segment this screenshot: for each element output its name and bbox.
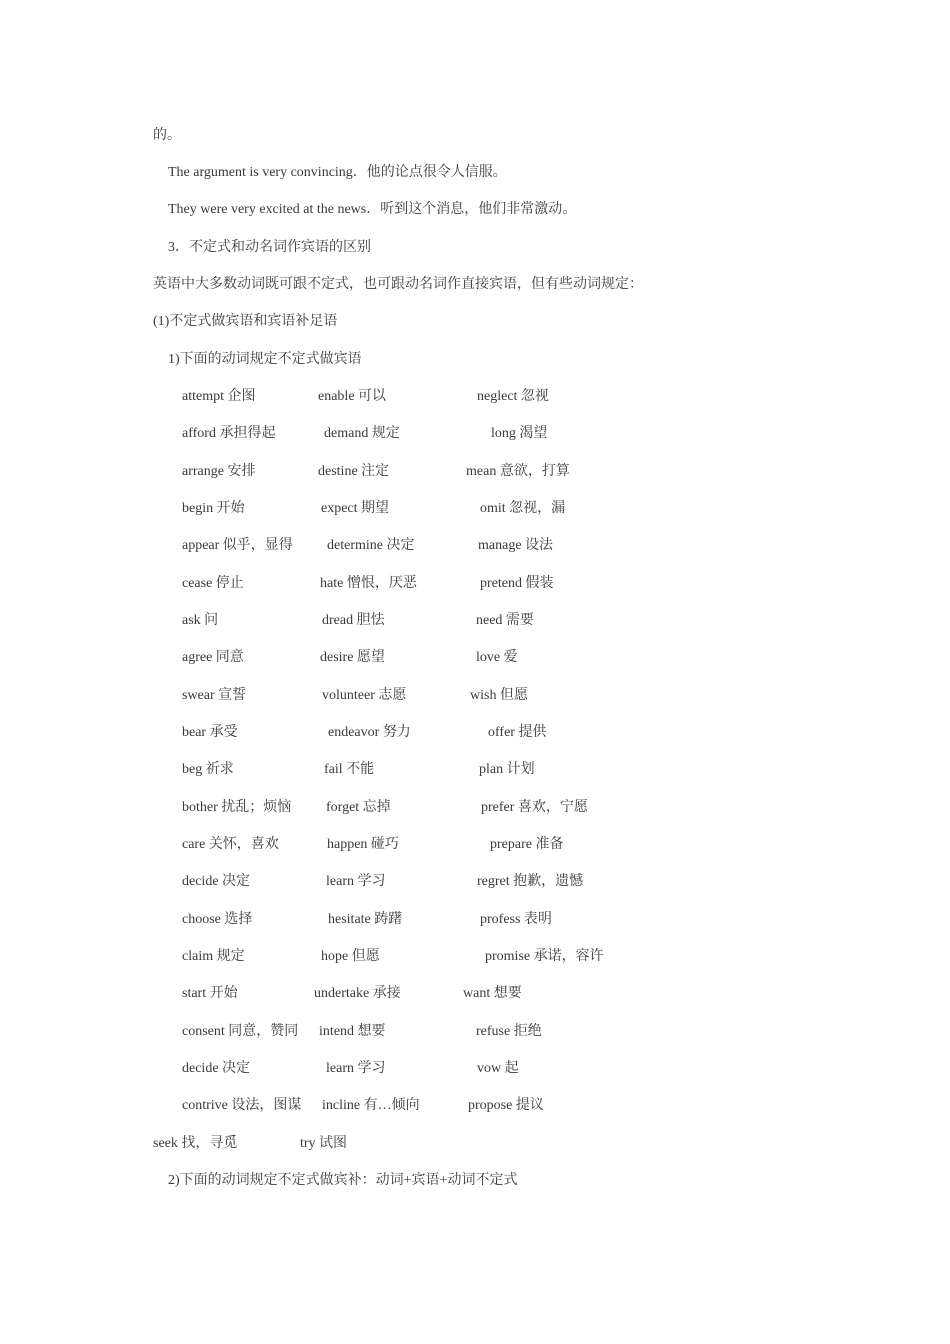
verb-entry: learn 学习 — [326, 1061, 386, 1076]
section-heading: 3．不定式和动名词作宾语的区别 — [168, 240, 371, 255]
verb-entry: hesitate 踌躇 — [328, 912, 403, 927]
verb-entry: expect 期望 — [321, 501, 390, 516]
verb-entry: happen 碰巧 — [327, 837, 399, 852]
verb-entry: plan 计划 — [479, 762, 535, 777]
verb-entry: wish 但愿 — [470, 688, 528, 703]
verb-entry: bother 扰乱；烦恼 — [182, 800, 292, 815]
verb-entry: propose 提议 — [468, 1098, 544, 1113]
verb-row — [0, 1135, 950, 1153]
verb-entry: fail 不能 — [324, 762, 375, 777]
verb-entry: hope 但愿 — [321, 949, 380, 964]
verb-entry: prepare 准备 — [490, 837, 564, 852]
verb-entry: long 渴望 — [491, 426, 548, 441]
verb-row — [0, 649, 950, 667]
verb-row — [0, 761, 950, 779]
verb-entry: prefer 喜欢，宁愿 — [481, 800, 588, 815]
verb-entry: consent 同意，赞同 — [182, 1024, 299, 1039]
verb-entry: agree 同意 — [182, 650, 244, 665]
verb-entry: desire 愿望 — [320, 650, 385, 665]
verb-row — [0, 1097, 950, 1115]
verb-entry: start 开始 — [182, 986, 238, 1001]
verb-entry: refuse 拒绝 — [476, 1024, 542, 1039]
verb-entry: volunteer 志愿 — [322, 688, 407, 703]
verb-row — [0, 1060, 950, 1078]
verb-entry: dread 胆怯 — [322, 613, 385, 628]
verb-entry: intend 想要 — [319, 1024, 386, 1039]
verb-entry: offer 提供 — [488, 725, 547, 740]
example-sentence: They were very excited at the news．听到这个消息，他们非常激动。 — [168, 202, 577, 217]
verb-entry: hate 憎恨，厌恶 — [320, 576, 417, 591]
verb-row — [0, 500, 950, 518]
verb-entry: swear 宣誓 — [182, 688, 247, 703]
verb-entry: destine 注定 — [318, 464, 390, 479]
verb-entry: want 想要 — [463, 986, 522, 1001]
verb-entry: demand 规定 — [324, 426, 400, 441]
verb-entry: care 关怀，喜欢 — [182, 837, 279, 852]
verb-entry: bear 承受 — [182, 725, 238, 740]
list-heading: 1)下面的动词规定不定式做宾语 — [168, 352, 362, 367]
verb-row — [0, 463, 950, 481]
verb-entry: arrange 安排 — [182, 464, 256, 479]
example-sentence: The argument is very convincing．他的论点很令人信服。 — [168, 165, 507, 180]
verb-row — [0, 873, 950, 891]
verb-entry: profess 表明 — [480, 912, 552, 927]
verb-row — [0, 612, 950, 630]
verb-row — [0, 575, 950, 593]
verb-entry: contrive 设法，图谋 — [182, 1098, 302, 1113]
verb-entry: ask 问 — [182, 613, 219, 628]
verb-entry: pretend 假装 — [480, 576, 554, 591]
verb-entry: regret 抱歉，遗憾 — [477, 874, 584, 889]
verb-entry: promise 承诺，容许 — [485, 949, 604, 964]
verb-row — [0, 911, 950, 929]
verb-entry: attempt 企图 — [182, 389, 256, 404]
verb-entry: omit 忽视，漏 — [480, 501, 566, 516]
verb-row — [0, 724, 950, 742]
verb-entry: manage 设法 — [478, 538, 554, 553]
subsection-heading: (1)不定式做宾语和宾语补足语 — [153, 314, 338, 329]
verb-entry: begin 开始 — [182, 501, 245, 516]
verb-entry: claim 规定 — [182, 949, 245, 964]
verb-entry: seek 找，寻觅 — [153, 1136, 238, 1151]
verb-entry: beg 祈求 — [182, 762, 234, 777]
verb-entry: decide 决定 — [182, 1061, 251, 1076]
verb-row — [0, 687, 950, 705]
verb-entry: incline 有…倾向 — [322, 1098, 420, 1113]
verb-row — [0, 1023, 950, 1041]
verb-entry: mean 意欲，打算 — [466, 464, 570, 479]
verb-entry: determine 决定 — [327, 538, 415, 553]
verb-entry: appear 似乎，显得 — [182, 538, 293, 553]
verb-entry: try 试图 — [300, 1136, 348, 1151]
verb-row — [0, 948, 950, 966]
verb-entry: need 需要 — [476, 613, 534, 628]
verb-entry: afford 承担得起 — [182, 426, 276, 441]
verb-entry: choose 选择 — [182, 912, 253, 927]
verb-entry: enable 可以 — [318, 389, 387, 404]
verb-entry: endeavor 努力 — [328, 725, 411, 740]
paragraph-fragment: 的。 — [153, 128, 181, 143]
verb-row — [0, 537, 950, 555]
verb-entry: learn 学习 — [326, 874, 386, 889]
verb-entry: undertake 承接 — [314, 986, 401, 1001]
verb-row — [0, 799, 950, 817]
verb-entry: neglect 忽视 — [477, 389, 549, 404]
verb-row — [0, 388, 950, 406]
verb-row — [0, 836, 950, 854]
verb-entry: decide 决定 — [182, 874, 251, 889]
verb-row — [0, 985, 950, 1003]
verb-row — [0, 425, 950, 443]
verb-entry: cease 停止 — [182, 576, 244, 591]
verb-entry: love 爱 — [476, 650, 518, 665]
verb-entry: vow 起 — [477, 1061, 519, 1076]
list-heading: 2)下面的动词规定不定式做宾补：动词+宾语+动词不定式 — [168, 1173, 518, 1188]
paragraph-text: 英语中大多数动词既可跟不定式，也可跟动名词作直接宾语，但有些动词规定： — [153, 277, 643, 292]
verb-entry: forget 忘掉 — [326, 800, 391, 815]
